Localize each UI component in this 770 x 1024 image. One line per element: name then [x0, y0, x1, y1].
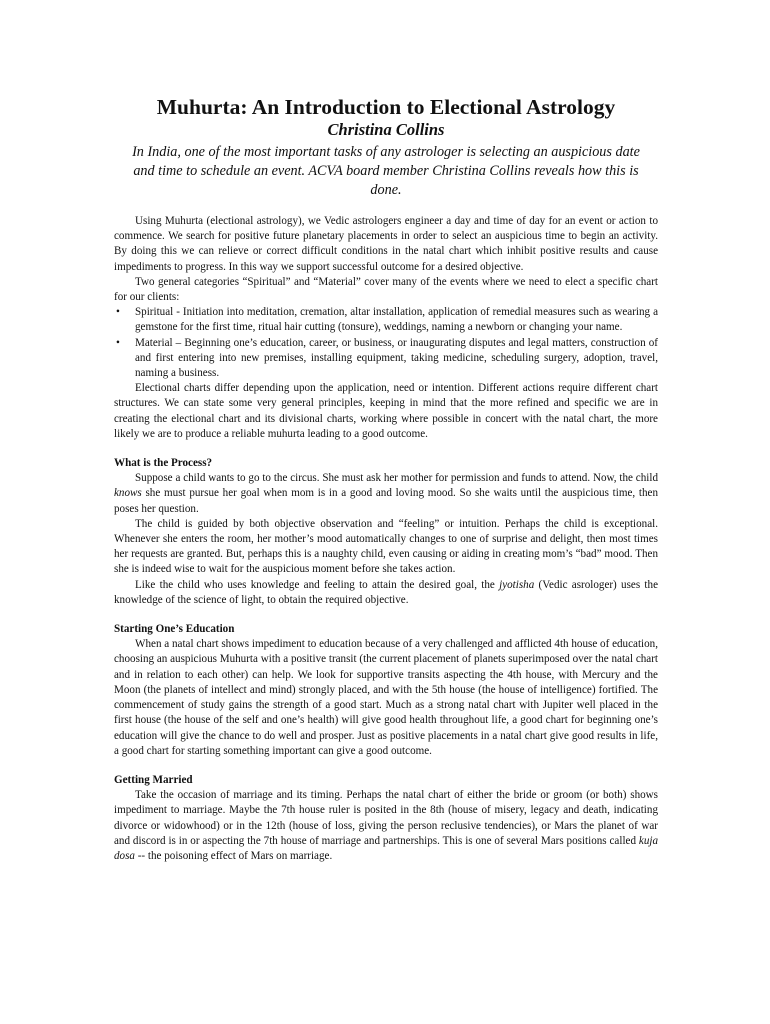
paragraph: Using Muhurta (electional astrology), we Vedic astrologers engineer a day and time of day for an event or action to commence. We search for positive future planetary placements in order to select an auspicious time to begin an activity. By doing this we can relieve or correct difficult conditions in the natal chart which inhibit positive results and cause impediments to progress. In this way we support successful outcome for a desired objective.	[114, 215, 658, 273]
document-title: Muhurta: An Introduction to Electional Astrology	[156, 95, 616, 119]
section-heading: Starting One’s Education	[114, 623, 235, 636]
paragraph	[114, 578, 658, 608]
bullet-icon: •	[116, 306, 120, 319]
text-run: -- the poisoning effect of Mars on marriage.	[134, 849, 333, 862]
paragraph: The child is guided by both objective observation and “feeling” or intuition. Perhaps the child is exceptional. Whenever she enters the room, her mother’s mood automatically changes to one of surprise and delight, then most times her requests are granted. But, perhaps this is a naughty child, even causing or aiding in creating mom’s “bad” mood. Then she is indeed wise to wait for the auspicious moment before she takes action.	[114, 517, 658, 576]
text-run: Suppose a child wants to go to the circus. She must ask her mother for permission and funds to attend. Now, the child	[135, 472, 658, 485]
document-page	[114, 94, 658, 864]
paragraph	[114, 471, 658, 517]
list-item-text: Material – Beginning one’s education, career, or business, or inaugurating disputes and legal matters, construction of and first entering into new premises, installing equipment, taking medicine, scheduling surgery, adoption, travel, naming a business.	[135, 336, 658, 380]
paragraph: When a natal chart shows impediment to education because of a very challenged and afflicted 4th house of education, choosing an auspicious Muhurta with a positive transit (the current placement of planets superimposed over the natal chart and in relation to each other) can help. We look for supportive transits aspecting the 4th house, with Mercury and the Moon (the planets of intellect and mind) strongly placed, and with the 5th house (the house of intelligence) fortified. The commencement of study gains the strength of a good start. Much as a strong natal chart with Jupiter well placed in the first house (the house of the self and one’s health) will give good health throughout life, a good chart for beginning one’s education will give the chance to do well and prosper. Just as positive placements in a natal chart give good results in life, a good chart for starting something important can give a good outcome.	[114, 638, 658, 757]
list-item	[114, 336, 658, 382]
text-run: Take the occasion of marriage and its timing. Perhaps the natal chart of either the bride or groom (or both) shows impediment to marriage. Maybe the 7th house ruler is posited in the 8th (house of misery, legacy and death, indicating divorce or widowhood) or in the 12th (house of loss, giving the person reclusive tendencies), or Mars the planet of war and discord is in or aspecting the 7th house of marriage and partnerships. This is one of several Mars positions called	[114, 789, 658, 847]
text-run: (Vedic asrologer) uses the knowledge of the science of light, to obtain the required objective.	[114, 578, 658, 606]
list-item	[114, 305, 658, 335]
paragraph	[114, 788, 658, 864]
article-body	[114, 214, 658, 864]
paragraph: Two general categories “Spiritual” and “Material” cover many of the events where we need to elect a specific chart for our clients:	[114, 275, 658, 304]
bullet-icon: •	[116, 336, 120, 349]
author-name: Christina Collins	[327, 120, 445, 139]
emphasis-text: kuja dosa	[114, 834, 658, 862]
text-run: she must pursue her goal when mom is in a good and loving mood. So she waits until the auspicious time, then poses her question.	[114, 487, 658, 515]
section-heading: What is the Process?	[114, 457, 213, 470]
emphasis-text: knows	[114, 487, 142, 500]
section-heading: Getting Married	[114, 773, 193, 786]
category-list	[114, 305, 658, 381]
text-run: Like the child who uses knowledge and feeling to attain the desired goal, the	[135, 578, 500, 591]
intro-text: In India, one of the most important tasks of any astrologer is selecting an auspicious date and time to schedule an event. ACVA board member Christina Collins reveals how this is done.	[132, 144, 640, 198]
paragraph: Electional charts differ depending upon the application, need or intention. Different actions require different chart structures. We can state some very general principles, keeping in mind that the more refined and specific we are in creating the electional chart and its divisional charts, working where possible in concert with the natal chart, the more likely we are to produce a reliable muhurta leading to a good outcome.	[114, 382, 658, 440]
list-item-text: Spiritual - Initiation into meditation, cremation, altar installation, application of remedial measures such as wearing a gemstone for the first time, ritual hair cutting (tonsure), weddings, naming a newborn or changing your name.	[135, 306, 658, 334]
emphasis-text: jyotisha	[499, 578, 535, 591]
